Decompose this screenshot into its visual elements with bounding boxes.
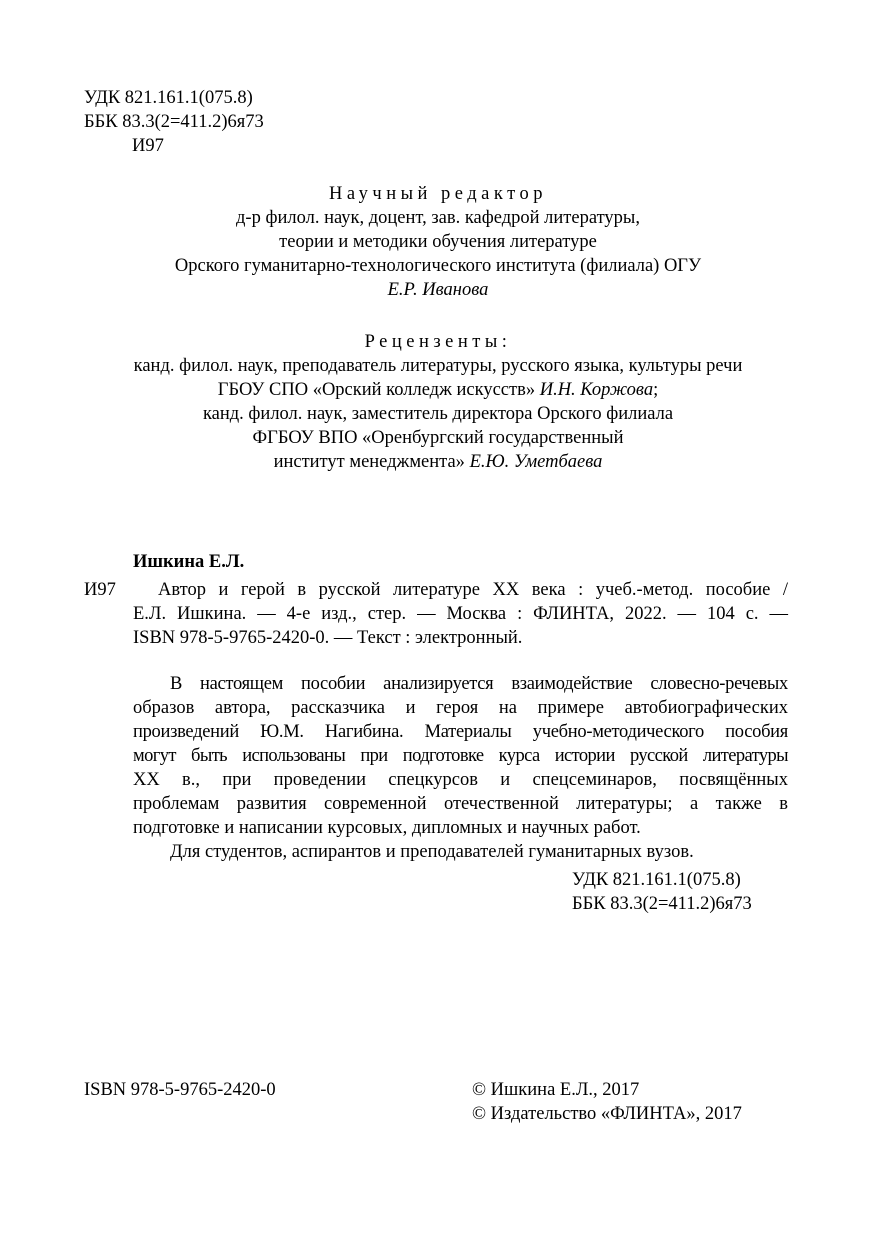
reviewer-2-org: институт менеджмента» <box>273 452 465 472</box>
reviewer-1-org: ГБОУ СПО «Орский колледж искусств» <box>217 380 536 400</box>
catalog-entry-line-3: ISBN 978-5-9765-2420-0. — Текст : электронный. <box>133 628 523 648</box>
catalog-author-heading: Ишкина Е.Л. <box>133 552 245 572</box>
reviewers-heading: Рецензенты: <box>364 332 512 352</box>
annotation-line-4: могут быть использованы при подготовке курса истории русской литературы <box>133 746 788 766</box>
udk-code-top: УДК 821.161.1(075.8) <box>84 88 253 108</box>
editor-line-3: Орского гуманитарно-технологического института (филиала) ОГУ <box>174 256 702 276</box>
catalog-entry-line-1: Автор и герой в русской литературе XX века : учеб.-метод. пособие / <box>158 580 788 600</box>
reviewers-line-1: канд. филол. наук, преподаватель литературы, русского языка, культуры речи <box>133 356 743 376</box>
udk-code-bottom: УДК 821.161.1(075.8) <box>572 870 741 890</box>
annotation-line-5: XX в., при проведении спецкурсов и спецсеминаров, посвящённых <box>133 770 788 790</box>
footer-copyright-publisher: © Издательство «ФЛИНТА», 2017 <box>472 1104 742 1124</box>
bbk-code-top: ББК 83.3(2=411.2)6я73 <box>84 112 264 132</box>
reviewer-2-name: Е.Ю. Уметбаева <box>469 452 603 472</box>
reviewer-1-name: И.Н. Коржова <box>539 380 654 400</box>
reviewers-line-2 <box>0 378 876 402</box>
catalog-entry-line-2: Е.Л. Ишкина. — 4-е изд., стер. — Москва : ФЛИНТА, 2022. — 104 с. — <box>133 604 788 624</box>
annotation-line-6: проблемам развития современной отечественной литературы; а также в <box>133 794 788 814</box>
annotation-line-1: В настоящем пособии анализируется взаимодействие словесно-речевых <box>170 674 788 694</box>
reviewers-line-3: канд. филол. наук, заместитель директора Орского филиала <box>202 404 674 424</box>
footer-isbn: ISBN 978-5-9765-2420-0 <box>84 1080 276 1100</box>
reviewers-line-4: ФГБОУ ВПО «Оренбургский государственный <box>252 428 624 448</box>
footer-copyright-author: © Ишкина Е.Л., 2017 <box>472 1080 640 1100</box>
reviewer-1-suffix: ; <box>653 380 659 400</box>
annotation-line-7: подготовке и написании курсовых, дипломных и научных работ. <box>133 818 641 838</box>
annotation-line-2: образов автора, рассказчика и героя на примере автобиографических <box>133 698 788 718</box>
editor-heading: Научный редактор <box>329 184 547 204</box>
catalog-sign: И97 <box>84 580 116 600</box>
editor-line-2: теории и методики обучения литературе <box>279 232 597 252</box>
annotation-line-3: произведений Ю.М. Нагибина. Материалы учебно-методического пособия <box>133 722 788 742</box>
reviewers-line-5 <box>0 450 876 474</box>
editor-name: Е.Р. Иванова <box>387 280 489 300</box>
bbk-code-bottom: ББК 83.3(2=411.2)6я73 <box>572 894 752 914</box>
editor-line-1: д-р филол. наук, доцент, зав. кафедрой литературы, <box>236 208 640 228</box>
author-sign-top: И97 <box>132 136 164 156</box>
annotation-audience: Для студентов, аспирантов и преподавателей гуманитарных вузов. <box>170 842 694 862</box>
